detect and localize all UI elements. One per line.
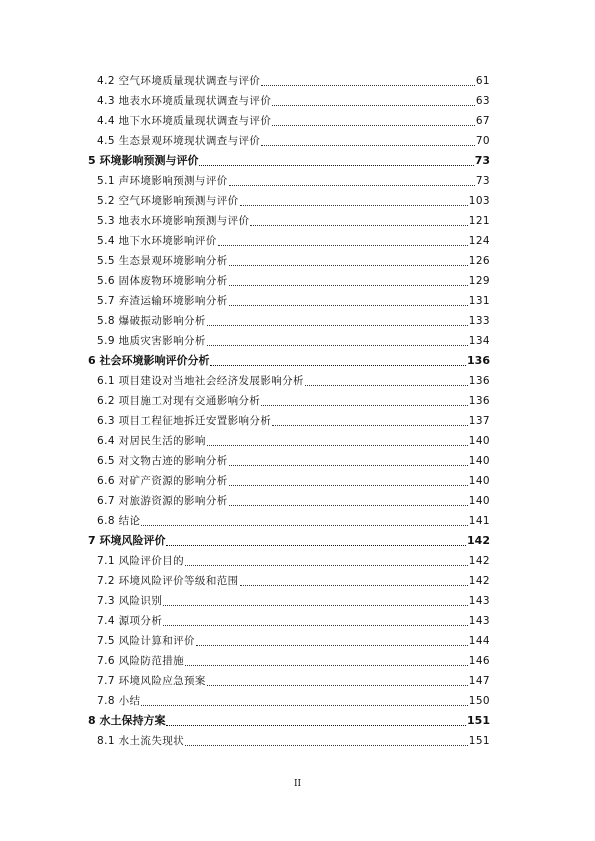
- toc-section-entry[interactable]: [88, 651, 490, 671]
- toc-chapter-entry[interactable]: [88, 351, 490, 371]
- toc-entry-title: 4.2 空气环境质量现状调查与评价: [97, 75, 261, 87]
- toc-dot-leader: [141, 705, 467, 706]
- toc-chapter-entry[interactable]: [88, 711, 490, 731]
- toc-entry-page: 73: [474, 154, 490, 167]
- toc-entry-page: 143: [468, 615, 490, 627]
- toc-dot-leader: [141, 525, 467, 526]
- toc-dot-leader: [163, 625, 468, 626]
- toc-section-entry[interactable]: [88, 731, 490, 751]
- toc-dot-leader: [261, 145, 474, 146]
- toc-dot-leader: [240, 205, 468, 206]
- toc-section-entry[interactable]: [88, 631, 490, 651]
- toc-section-entry[interactable]: [88, 391, 490, 411]
- toc-section-entry[interactable]: [88, 171, 490, 191]
- toc-section-entry[interactable]: [88, 231, 490, 251]
- toc-section-entry[interactable]: [88, 611, 490, 631]
- toc-dot-leader: [207, 445, 468, 446]
- toc-entry-page: 63: [475, 95, 490, 107]
- toc-entry-title: 7.1 风险评价目的: [97, 555, 185, 567]
- toc-entry-title: 4.3 地表水环境质量现状调查与评价: [97, 95, 272, 107]
- toc-entry-page: 140: [468, 455, 490, 467]
- toc-entry-title: 7.2 环境风险评价等级和范围: [97, 575, 239, 587]
- toc-entry-title: 7.5 风险计算和评价: [97, 635, 195, 647]
- toc-section-entry[interactable]: [88, 131, 490, 151]
- toc-entry-page: 136: [468, 375, 490, 387]
- toc-entry-page: 126: [468, 255, 490, 267]
- toc-dot-leader: [185, 565, 468, 566]
- toc-entry-title: 6.2 项目施工对现有交通影响分析: [97, 395, 261, 407]
- toc-dot-leader: [229, 185, 475, 186]
- toc-dot-leader: [229, 305, 468, 306]
- toc-entry-page: 146: [468, 655, 490, 667]
- toc-dot-leader: [272, 105, 475, 106]
- toc-entry-page: 133: [468, 315, 490, 327]
- toc-section-entry[interactable]: [88, 411, 490, 431]
- toc-dot-leader: [185, 665, 468, 666]
- toc-section-entry[interactable]: [88, 471, 490, 491]
- table-of-contents: [88, 71, 490, 751]
- toc-section-entry[interactable]: [88, 571, 490, 591]
- toc-entry-page: 151: [468, 735, 490, 747]
- toc-entry-page: 70: [475, 135, 490, 147]
- toc-entry-title: 5.6 固体废物环境影响分析: [97, 275, 228, 287]
- toc-section-entry[interactable]: [88, 551, 490, 571]
- toc-section-entry[interactable]: [88, 91, 490, 111]
- toc-dot-leader: [305, 385, 468, 386]
- toc-entry-page: 140: [468, 435, 490, 447]
- toc-entry-page: 150: [468, 695, 490, 707]
- toc-entry-page: 124: [468, 235, 490, 247]
- toc-section-entry[interactable]: [88, 671, 490, 691]
- toc-section-entry[interactable]: [88, 591, 490, 611]
- toc-section-entry[interactable]: [88, 311, 490, 331]
- toc-section-entry[interactable]: [88, 211, 490, 231]
- toc-entry-page: 151: [467, 714, 490, 727]
- toc-entry-page: 141: [468, 515, 490, 527]
- toc-dot-leader: [272, 125, 475, 126]
- toc-entry-page: 61: [475, 75, 490, 87]
- toc-dot-leader: [166, 725, 466, 726]
- toc-section-entry[interactable]: [88, 291, 490, 311]
- toc-section-entry[interactable]: [88, 491, 490, 511]
- toc-entry-title: 6 社会环境影响评价分析: [88, 354, 210, 367]
- toc-dot-leader: [261, 85, 474, 86]
- toc-dot-leader: [163, 605, 468, 606]
- toc-entry-title: 7.4 源项分析: [97, 615, 163, 627]
- toc-entry-title: 5.8 爆破振动影响分析: [97, 315, 206, 327]
- toc-entry-title: 5 环境影响预测与评价: [88, 154, 199, 167]
- toc-section-entry[interactable]: [88, 251, 490, 271]
- toc-entry-title: 7.8 小结: [97, 695, 141, 707]
- toc-entry-title: 5.1 声环境影响预测与评价: [97, 175, 228, 187]
- toc-entry-page: 142: [468, 555, 490, 567]
- toc-dot-leader: [240, 585, 468, 586]
- toc-entry-page: 144: [468, 635, 490, 647]
- toc-dot-leader: [199, 165, 473, 166]
- toc-section-entry[interactable]: [88, 451, 490, 471]
- toc-section-entry[interactable]: [88, 191, 490, 211]
- toc-chapter-entry[interactable]: [88, 531, 490, 551]
- toc-entry-page: 73: [475, 175, 490, 187]
- toc-entry-title: 7.3 风险识别: [97, 595, 163, 607]
- toc-entry-title: 7.7 环境风险应急预案: [97, 675, 206, 687]
- toc-entry-title: 5.5 生态景观环境影响分析: [97, 255, 228, 267]
- toc-chapter-entry[interactable]: [88, 151, 490, 171]
- toc-entry-page: 143: [468, 595, 490, 607]
- toc-entry-page: 137: [468, 415, 490, 427]
- toc-dot-leader: [207, 325, 468, 326]
- toc-dot-leader: [185, 745, 468, 746]
- toc-entry-title: 7.6 风险防范措施: [97, 655, 185, 667]
- toc-entry-title: 8.1 水土流失现状: [97, 735, 185, 747]
- toc-entry-page: 140: [468, 475, 490, 487]
- toc-section-entry[interactable]: [88, 431, 490, 451]
- toc-dot-leader: [166, 545, 466, 546]
- toc-entry-title: 7 环境风险评价: [88, 534, 166, 547]
- toc-entry-title: 4.4 地下水环境质量现状调查与评价: [97, 115, 272, 127]
- toc-section-entry[interactable]: [88, 511, 490, 531]
- toc-entry-title: 4.5 生态景观环境现状调查与评价: [97, 135, 261, 147]
- toc-dot-leader: [229, 265, 468, 266]
- toc-entry-title: 6.1 项目建设对当地社会经济发展影响分析: [97, 375, 304, 387]
- toc-entry-title: 6.7 对旅游资源的影响分析: [97, 495, 228, 507]
- toc-dot-leader: [207, 685, 468, 686]
- toc-entry-title: 8 水土保持方案: [88, 714, 166, 727]
- toc-dot-leader: [229, 485, 468, 486]
- toc-entry-title: 6.6 对矿产资源的影响分析: [97, 475, 228, 487]
- toc-entry-page: 140: [468, 495, 490, 507]
- toc-section-entry[interactable]: [88, 371, 490, 391]
- toc-entry-page: 121: [468, 215, 490, 227]
- toc-entry-page: 136: [467, 354, 490, 367]
- toc-entry-page: 136: [468, 395, 490, 407]
- toc-dot-leader: [272, 425, 468, 426]
- toc-dot-leader: [207, 345, 468, 346]
- toc-entry-title: 5.4 地下水环境影响评价: [97, 235, 217, 247]
- toc-dot-leader: [229, 285, 468, 286]
- toc-dot-leader: [210, 365, 466, 366]
- toc-entry-page: 147: [468, 675, 490, 687]
- toc-entry-title: 6.8 结论: [97, 515, 141, 527]
- toc-dot-leader: [261, 405, 467, 406]
- toc-dot-leader: [250, 225, 467, 226]
- toc-section-entry[interactable]: [88, 331, 490, 351]
- toc-section-entry[interactable]: [88, 71, 490, 91]
- toc-entry-title: 5.9 地质灾害影响分析: [97, 335, 206, 347]
- toc-section-entry[interactable]: [88, 271, 490, 291]
- page-number: II: [293, 779, 302, 789]
- toc-dot-leader: [229, 465, 468, 466]
- toc-dot-leader: [218, 245, 468, 246]
- toc-entry-title: 6.4 对居民生活的影响: [97, 435, 206, 447]
- toc-entry-title: 6.3 项目工程征地拆迁安置影响分析: [97, 415, 272, 427]
- toc-entry-page: 142: [467, 534, 490, 547]
- toc-dot-leader: [196, 645, 468, 646]
- toc-entry-title: 5.3 地表水环境影响预测与评价: [97, 215, 250, 227]
- toc-entry-title: 5.2 空气环境影响预测与评价: [97, 195, 239, 207]
- toc-entry-page: 103: [468, 195, 490, 207]
- toc-entry-page: 67: [475, 115, 490, 127]
- toc-entry-title: 5.7 弃渣运输环境影响分析: [97, 295, 228, 307]
- toc-entry-page: 131: [468, 295, 490, 307]
- toc-entry-page: 134: [468, 335, 490, 347]
- toc-section-entry[interactable]: [88, 111, 490, 131]
- toc-dot-leader: [229, 505, 468, 506]
- toc-section-entry[interactable]: [88, 691, 490, 711]
- toc-entry-page: 142: [468, 575, 490, 587]
- toc-entry-page: 129: [468, 275, 490, 287]
- toc-entry-title: 6.5 对文物古迹的影响分析: [97, 455, 228, 467]
